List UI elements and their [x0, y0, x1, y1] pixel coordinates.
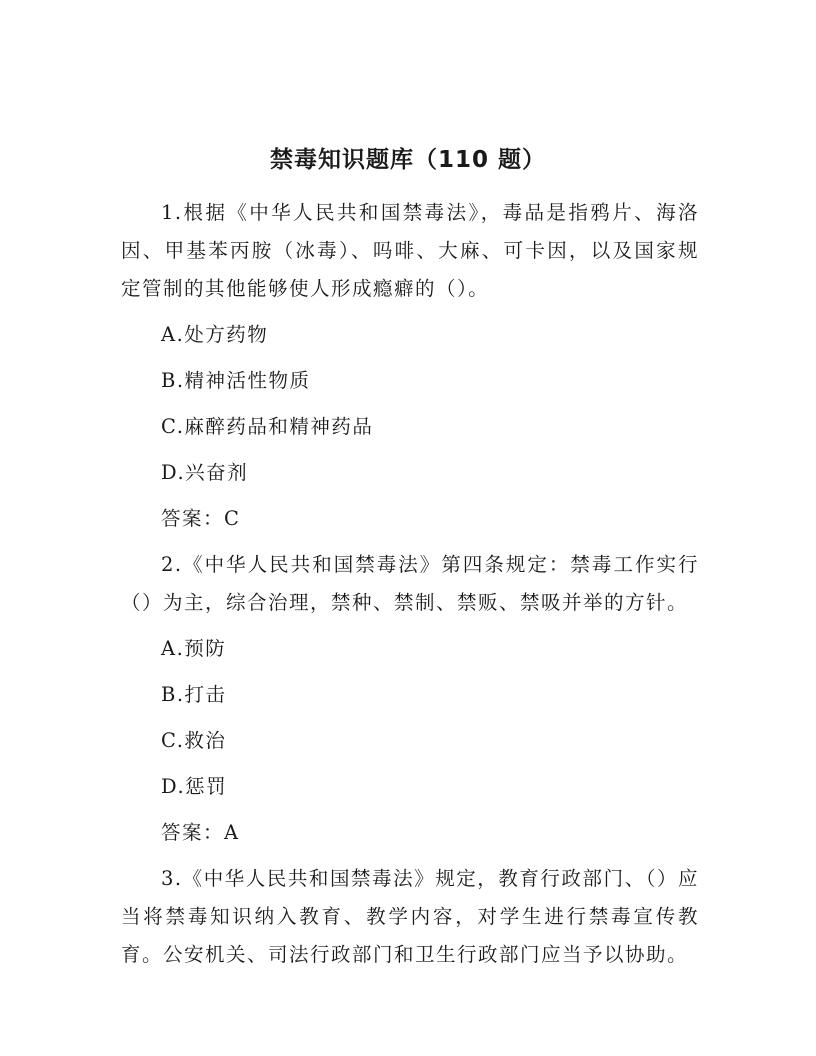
question-1-option-c: C.麻醉药品和精神药品: [161, 415, 374, 438]
question-1-option-b: B.精神活性物质: [161, 369, 311, 392]
document-body: [121, 194, 699, 982]
question-2-option-a: A.预防: [161, 637, 227, 660]
document-title: 禁毒知识题库（110 题）: [269, 147, 547, 173]
question-2-answer: 答案：A: [161, 821, 240, 844]
question-2-option-b: B.打击: [161, 683, 227, 706]
question-1-answer: 答案：C: [161, 507, 241, 530]
question-1-option-d: D.兴奋剂: [161, 461, 249, 484]
question-1-option-a: A.处方药物: [161, 323, 269, 346]
question-1-text: 1.根据《中华人民共和国禁毒法》，毒品是指鸦片、海洛因、甲基苯丙胺（冰毒）、吗啡、大麻、可卡因，以及国家规定管制的其他能够使人形成瘾癖的（）。: [121, 201, 699, 300]
question-2-text: 2.《中华人民共和国禁毒法》第四条规定：禁毒工作实行（）为主，综合治理，禁种、禁制、禁贩、禁吸并举的方针。: [121, 553, 699, 614]
question-2-option-c: C.救治: [161, 729, 227, 752]
question-2-option-d: D.惩罚: [161, 775, 228, 798]
question-3-text: 3.《中华人民共和国禁毒法》规定，教育行政部门、（）应当将禁毒知识纳入教育、教学内容，对学生进行禁毒宣传教育。公安机关、司法行政部门和卫生行政部门应当予以协助。: [121, 867, 699, 966]
